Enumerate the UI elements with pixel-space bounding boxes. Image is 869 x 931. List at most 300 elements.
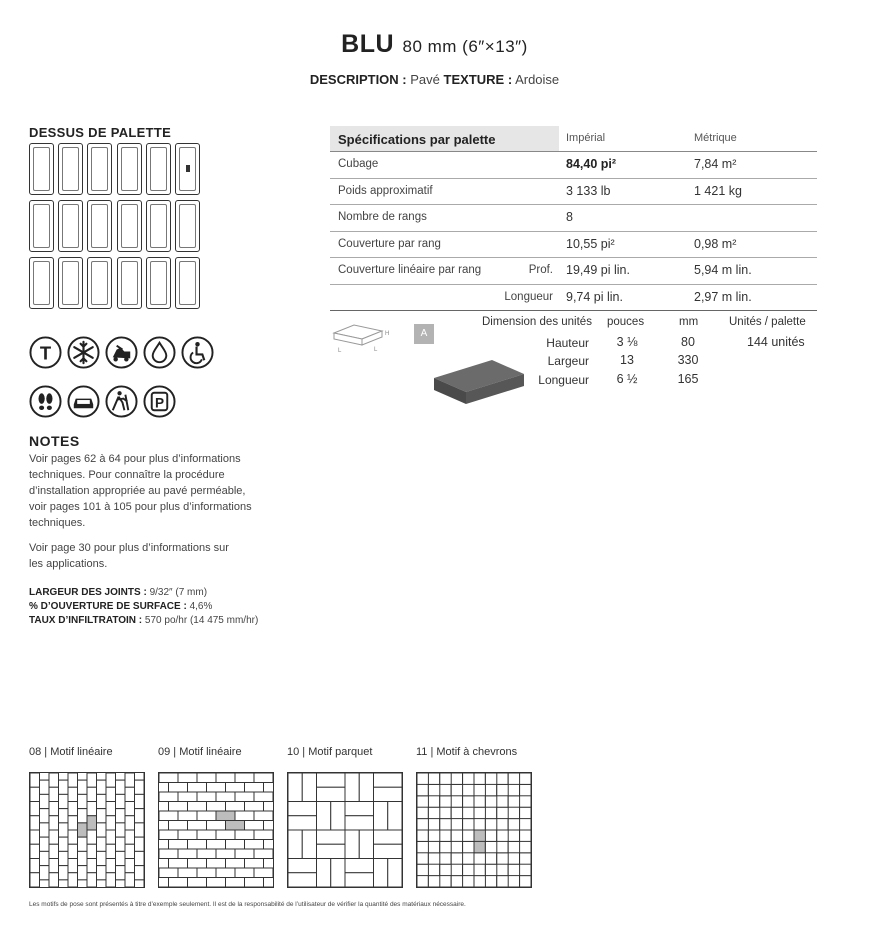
paver-unit: [178, 849, 197, 859]
paver-unit: [428, 772, 439, 784]
paver-unit: [97, 866, 106, 880]
pallet-unit: [146, 257, 171, 309]
paver-unit: [508, 887, 531, 888]
traffic-t-icon: [29, 336, 62, 369]
spec-table-title: Spécifications par palette: [330, 126, 559, 151]
paver-unit: [49, 887, 59, 888]
paver-unit: [49, 844, 59, 858]
table-row: [330, 258, 817, 285]
pallet-unit: [146, 200, 171, 252]
texture-value: Ardoise: [515, 72, 560, 87]
paver-unit: [116, 837, 126, 851]
paver-unit: [216, 868, 235, 878]
paver-unit: [531, 819, 532, 830]
pallet-unit: [117, 200, 142, 252]
paver-unit: [520, 784, 532, 795]
paver-unit: [59, 880, 69, 888]
paver-unit: [30, 816, 40, 830]
paver-unit: [87, 844, 97, 858]
paver-unit: [317, 859, 331, 888]
paver-unit: [317, 830, 346, 844]
paver-unit: [178, 868, 197, 878]
footnote: Les motifs de pose sont présentés à titre d’exemple seulement. Il est de la responsabilité de l’utilisateur de vérifier la quantité des matériaux nécessaire.: [29, 901, 466, 908]
paver-unit: [520, 772, 531, 784]
notes-heading: NOTES: [29, 433, 80, 449]
paver-unit: [178, 830, 197, 840]
paver-unit: [169, 783, 188, 793]
dim-header: Dimension des unités: [482, 316, 592, 328]
row-imperial: 19,49 pi lin.: [566, 263, 630, 277]
salt-drop-icon: [143, 336, 176, 369]
infiltration-rate: [29, 614, 258, 627]
paver-unit: [59, 772, 69, 780]
paver-unit: [68, 844, 78, 858]
paver-unit: [30, 873, 40, 887]
paver-unit: [264, 802, 275, 812]
paver-unit: [451, 772, 462, 784]
paver-unit: [264, 859, 275, 869]
paver-unit: [216, 811, 235, 821]
paver-unit: [97, 851, 106, 865]
paver-unit: [474, 772, 485, 784]
paver-unit: [68, 787, 78, 801]
pattern-label: 09 | Motif linéaire: [158, 746, 242, 758]
paver-unit: [520, 830, 532, 841]
paver-unit: [254, 868, 273, 878]
paver-unit: [59, 823, 69, 837]
hiking-icon: [105, 385, 138, 418]
row-label: Poids approximatif: [338, 184, 433, 197]
pattern-herringbone: [416, 772, 532, 888]
pallet-unit: [87, 257, 112, 309]
paver-unit: [317, 787, 346, 801]
paver-unit: [288, 773, 302, 802]
infiltration-rate-value: 570 po/hr (14 475 mm/hr): [144, 615, 259, 626]
paver-unit: [135, 851, 145, 865]
paver-unit: [125, 859, 135, 873]
dim-label: Longueur: [538, 373, 589, 387]
paver-unit: [87, 887, 97, 888]
paver-unit: [159, 868, 178, 878]
paver-unit: [125, 802, 135, 816]
row-label: Couverture par rang: [338, 237, 441, 250]
paver-unit: [97, 823, 106, 837]
paver-unit: [125, 816, 135, 830]
paver-unit: [463, 772, 474, 773]
paver-unit: [264, 783, 275, 793]
pallet-top-heading: DESSUS DE PALETTE: [29, 125, 172, 140]
paver-unit: [197, 811, 216, 821]
paver-unit: [178, 792, 197, 802]
paver-unit: [531, 864, 532, 875]
paver-unit: [78, 794, 88, 808]
paver-unit: [531, 773, 532, 784]
paver-unit: [169, 859, 188, 869]
paver-unit: [331, 859, 345, 888]
paver-unit: [125, 773, 135, 787]
paver-unit: [188, 821, 207, 831]
paver-unit: [135, 866, 145, 880]
paver-unit: [116, 851, 126, 865]
dim-col-mm: mm: [679, 316, 699, 328]
pallet-unit: [87, 143, 112, 195]
paver-unit: [125, 887, 135, 888]
col-imperial: Impérial: [566, 132, 606, 144]
paver-unit: [273, 849, 274, 859]
units-per-pallet: 144 unités: [747, 335, 805, 349]
paver-unit: [40, 823, 50, 837]
paver-unit: [159, 830, 178, 840]
paver-unit: [235, 868, 254, 878]
product-title: [0, 30, 869, 59]
paver-unit: [235, 792, 254, 802]
paver-unit: [197, 849, 216, 859]
dim-inches: 3 ⅛: [616, 335, 638, 349]
dim-label: Largeur: [547, 354, 589, 368]
paver-unit: [226, 859, 245, 869]
paver-unit: [216, 849, 235, 859]
paver-unit: [359, 830, 373, 859]
paver-unit: [417, 887, 428, 888]
paver-unit: [59, 780, 69, 794]
paver-unit: [106, 830, 116, 844]
paver-unit: [40, 880, 50, 888]
col-metric: Métrique: [694, 132, 737, 144]
paver-unit: [216, 773, 235, 783]
notes-paragraph-2: Voir page 30 pour plus d’informations sur les applications.: [29, 542, 229, 570]
paver-unit: [40, 809, 50, 823]
pattern-label: 10 | Motif parquet: [287, 746, 373, 758]
paver-unit: [197, 792, 216, 802]
paver-unit: [125, 844, 135, 858]
paver-unit: [188, 859, 207, 869]
paver-unit: [207, 840, 226, 850]
paver-unit: [207, 821, 226, 831]
paver-unit: [417, 772, 428, 773]
pallet-marker-icon: [186, 165, 190, 172]
row-sublabel: Prof.: [528, 264, 553, 276]
paver-unit: [264, 878, 275, 888]
paver-unit: [97, 880, 106, 888]
paver-unit: [226, 840, 245, 850]
paver-unit: [40, 837, 50, 851]
paver-unit: [416, 887, 417, 888]
row-metric: 7,84 m²: [694, 157, 737, 171]
paver-unit: [440, 887, 451, 888]
paver-unit: [40, 866, 50, 880]
pattern-running-bond: [158, 772, 274, 888]
paver-unit: [197, 868, 216, 878]
paver-unit: [485, 887, 496, 888]
paver-unit: [197, 773, 216, 783]
usage-icons-row-2: [29, 385, 199, 421]
row-imperial: 10,55 pi²: [566, 236, 615, 251]
surface-opening: [29, 600, 212, 613]
paver-unit: [245, 783, 264, 793]
paver-unit: [235, 773, 254, 783]
paver-unit: [520, 772, 532, 773]
paver-unit: [68, 802, 78, 816]
paver-unit: [226, 802, 245, 812]
paver-unit: [30, 802, 40, 816]
paver-unit: [125, 787, 135, 801]
paver-unit: [116, 880, 126, 888]
paver-unit: [273, 773, 274, 783]
paver-unit: [49, 802, 59, 816]
paver-unit: [273, 868, 274, 878]
paver-unit: [169, 821, 188, 831]
paver-unit: [169, 840, 188, 850]
paver-unit: [106, 773, 116, 787]
paver-unit: [374, 773, 403, 787]
row-metric: 1 421 kg: [694, 183, 742, 198]
dim-l2-label: L: [374, 347, 378, 353]
paver-unit: [235, 849, 254, 859]
pallet-unit: [58, 143, 83, 195]
paver-unit: [30, 844, 40, 858]
variant-badge: A: [414, 324, 434, 344]
paver-unit: [463, 887, 486, 888]
paver-unit: [97, 794, 106, 808]
paver-unit: [440, 887, 463, 888]
paver-unit: [245, 859, 264, 869]
product-description: [0, 72, 869, 87]
paver-unit: [30, 859, 40, 873]
dim-h-label: H: [385, 331, 390, 337]
paver-unit: [78, 809, 88, 823]
pallet-unit: [29, 257, 54, 309]
paver-unit: [49, 787, 59, 801]
pallet-unit: [175, 200, 200, 252]
paver-unit: [520, 807, 532, 818]
paver-unit: [531, 773, 532, 796]
row-metric: 2,97 m lin.: [694, 289, 752, 304]
paver-unit: [178, 773, 197, 783]
paver-unit: [531, 864, 532, 887]
paver-unit: [159, 811, 178, 821]
paver-unit: [106, 887, 116, 888]
paver-unit: [30, 830, 40, 844]
paver-unit: [158, 878, 169, 888]
usage-icons-row-1: [29, 336, 229, 372]
paver-unit: [78, 780, 88, 794]
joint-width-value: 9/32″ (7 mm): [149, 587, 208, 598]
paver-unit: [116, 823, 126, 837]
paver-unit: [59, 794, 69, 808]
paver-unit: [207, 859, 226, 869]
pallet-unit: [117, 143, 142, 195]
paver-unit: [135, 823, 145, 837]
paver-unit: [87, 773, 97, 787]
surface-opening-label: % D’OUVERTURE DE SURFACE :: [29, 601, 187, 612]
paver-unit: [302, 773, 316, 802]
paver-unit: [68, 816, 78, 830]
paver-unit: [226, 878, 245, 888]
paver-unit: [135, 837, 145, 851]
paver-unit: [531, 796, 532, 807]
pallet-unit: [87, 200, 112, 252]
paver-unit: [374, 859, 388, 888]
dim-col-inches: pouces: [607, 316, 645, 328]
paver-unit: [254, 811, 273, 821]
paver-unit: [374, 830, 403, 844]
paver-unit: [188, 802, 207, 812]
paver-unit: [78, 880, 88, 888]
row-sublabel: Longueur: [504, 290, 553, 303]
dim-mm: 80: [681, 335, 695, 349]
paver-unit: [116, 866, 126, 880]
joint-width: [29, 586, 207, 599]
paver-unit: [97, 772, 106, 780]
paver-unit: [116, 809, 126, 823]
parking-icon: [143, 385, 176, 418]
paver-unit: [531, 772, 532, 773]
table-row: [330, 179, 817, 206]
table-row: [330, 285, 817, 312]
paver-unit: [417, 887, 440, 888]
paver-unit: [254, 849, 273, 859]
paver-unit: [531, 841, 532, 852]
paver-unit: [87, 873, 97, 887]
dim-inches: 13: [620, 353, 634, 367]
description-label: DESCRIPTION :: [309, 72, 407, 87]
paver-unit: [116, 794, 126, 808]
paver-unit: [106, 844, 116, 858]
surface-opening-value: 4,6%: [189, 601, 213, 612]
paver-unit: [59, 851, 69, 865]
paver-unit: [359, 773, 373, 802]
paver-unit: [388, 802, 402, 831]
paver-unit: [40, 851, 50, 865]
paver-unit: [158, 783, 169, 793]
paver-unit: [159, 849, 178, 859]
paver-unit: [106, 816, 116, 830]
paver-unit: [207, 783, 226, 793]
unit-dimension-diagram: [328, 318, 398, 356]
paver-unit: [78, 823, 88, 837]
paver-unit: [97, 809, 106, 823]
table-row: [330, 152, 817, 179]
row-imperial: 8: [566, 210, 573, 224]
row-label: Cubage: [338, 158, 379, 170]
accessibility-icon: [181, 336, 214, 369]
paver-unit: [106, 787, 116, 801]
table-row: [330, 205, 817, 232]
paver-unit: [374, 844, 403, 858]
paver-unit: [87, 787, 97, 801]
paver-unit: [288, 830, 302, 859]
paver-unit: [159, 773, 178, 783]
dim-l1-label: L: [338, 348, 342, 354]
paver-unit: [158, 821, 169, 831]
paver-unit: [78, 866, 88, 880]
pattern-label: 11 | Motif à chevrons: [416, 746, 518, 758]
paver-unit: [178, 811, 197, 821]
paver-unit: [158, 840, 169, 850]
paver-unit: [288, 873, 317, 887]
paver-unit: [520, 876, 532, 887]
pallet-unit: [175, 257, 200, 309]
paver-unit: [87, 859, 97, 873]
pallet-unit: [117, 257, 142, 309]
paver-unit: [125, 873, 135, 887]
paver-unit: [388, 859, 402, 888]
paver-unit: [288, 816, 317, 830]
paver-unit: [485, 887, 508, 888]
paver-unit: [97, 780, 106, 794]
product-size: 80 mm (6″×13″): [402, 37, 528, 56]
paver-unit: [116, 780, 126, 794]
paver-unit: [78, 851, 88, 865]
paver-unit: [345, 816, 374, 830]
texture-label: TEXTURE :: [443, 72, 513, 87]
paver-unit: [508, 887, 519, 888]
paver-unit: [254, 830, 273, 840]
pattern-label: 08 | Motif linéaire: [29, 746, 113, 758]
paver-unit: [508, 772, 519, 773]
paver-unit: [345, 773, 359, 802]
notes-paragraph-1: Voir pages 62 à 64 pour plus d’informations techniques. Pour connaître la procédure d’installation appropriée au pavé perméable, voir pages 101 à 105 pour plus d’informations techniques.: [29, 453, 252, 529]
pallet-unit: [29, 200, 54, 252]
paver-unit: [87, 802, 97, 816]
paver-unit: [135, 880, 145, 888]
row-imperial: 9,74 pi lin.: [566, 289, 623, 304]
paver-unit: [188, 783, 207, 793]
description-value: Pavé: [410, 72, 440, 87]
paver-unit: [254, 792, 273, 802]
traffic-letter: T: [39, 342, 52, 364]
paver-unit: [68, 887, 78, 888]
paver-unit: [159, 792, 178, 802]
paver-unit: [531, 887, 532, 888]
paver-unit: [106, 859, 116, 873]
paver-unit: [264, 821, 275, 831]
paver-unit: [463, 887, 474, 888]
paver-unit: [245, 840, 264, 850]
pattern-linear-stack: [29, 772, 145, 888]
dim-mm: 165: [677, 372, 699, 386]
paver-unit: [531, 841, 532, 864]
paver-unit: [345, 859, 374, 873]
parking-letter: P: [154, 395, 165, 411]
paver-unit: [302, 830, 316, 859]
row-metric: 5,94 m lin.: [694, 263, 752, 277]
paver-unit: [264, 840, 275, 850]
infiltration-rate-label: TAUX D’INFILTRATOIN :: [29, 615, 143, 626]
dim-inches: 6 ½: [616, 372, 638, 386]
paver-unit: [520, 853, 532, 864]
pallet-unit: [146, 143, 171, 195]
paver-unit: [135, 809, 145, 823]
paver-unit: [49, 830, 59, 844]
paver-unit: [59, 809, 69, 823]
paver-unit: [273, 830, 274, 840]
pallet-unit: [58, 200, 83, 252]
paver-unit: [440, 772, 451, 773]
paver-unit: [30, 887, 40, 888]
paver-unit: [40, 780, 50, 794]
paver-unit: [273, 792, 274, 802]
paver-unit: [216, 792, 235, 802]
paver-unit: [226, 821, 245, 831]
paver-unit: [68, 859, 78, 873]
paver-unit: [216, 830, 235, 840]
paver-unit: [169, 878, 188, 888]
paver-unit: [135, 772, 145, 780]
paver-unit: [317, 773, 346, 787]
paver-unit: [531, 887, 532, 888]
paver-unit: [245, 802, 264, 812]
